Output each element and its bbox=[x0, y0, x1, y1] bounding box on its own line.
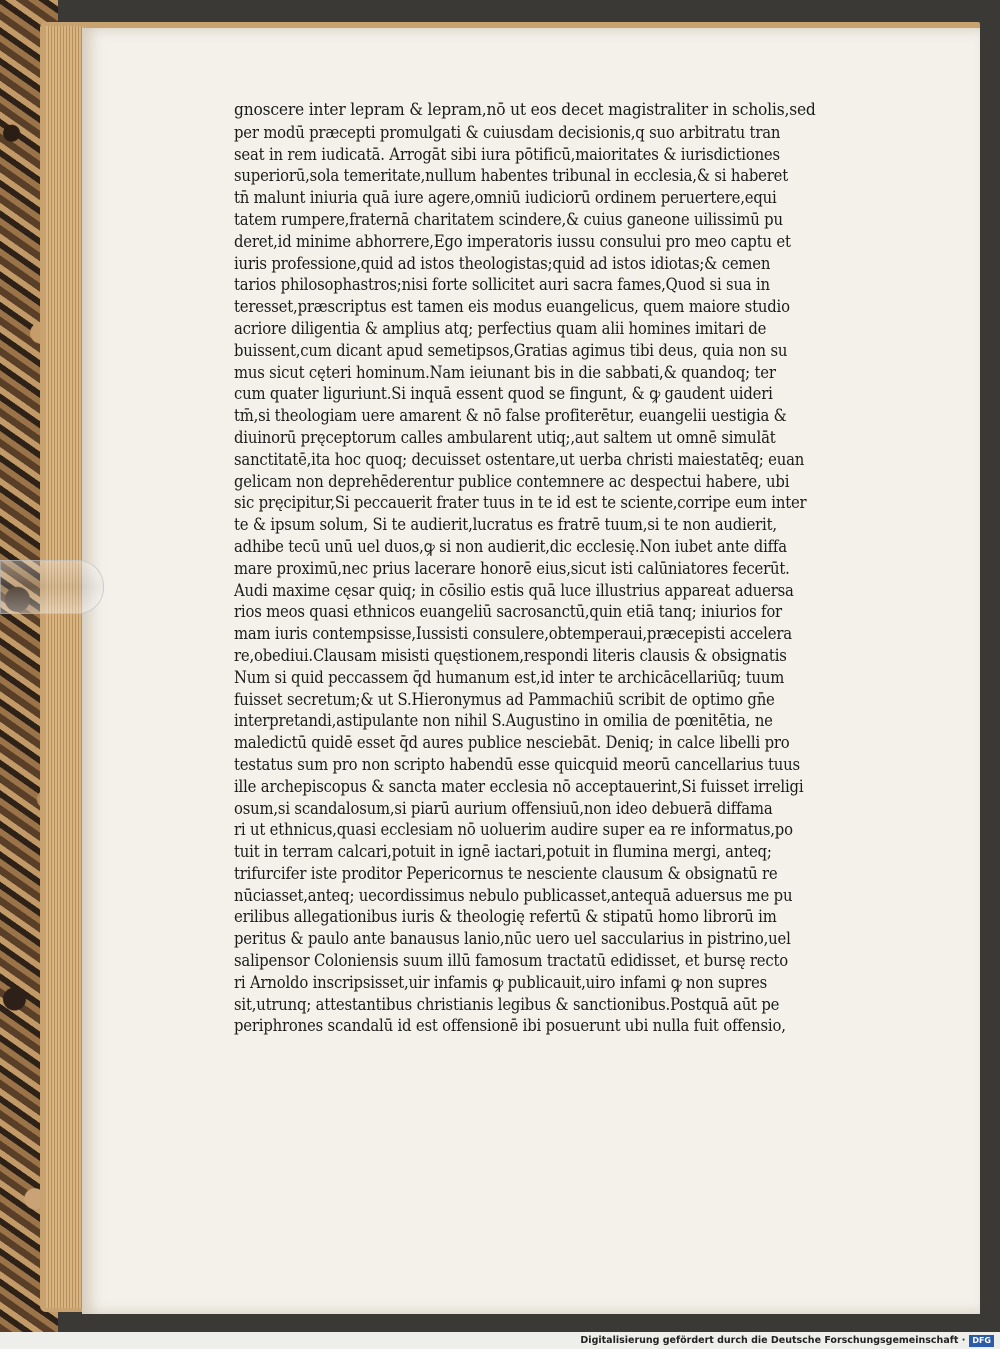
dfg-logo: DFG bbox=[969, 1335, 994, 1347]
text-line: tuit in terram calcari,potuit in ignē iactari,potuit in flumina mergi, anteq; bbox=[234, 842, 772, 862]
text-line: nūciasset,anteq; uecordissimus nebulo publicasset,antequā aduersus me pu bbox=[234, 885, 793, 905]
text-line: ri ut ethnicus,quasi ecclesiam nō uoluerim audire super ea re informatus,po bbox=[234, 820, 793, 840]
glass-weight bbox=[0, 560, 104, 614]
text-line: teresset,præscriptus est tamen eis modus euangelicus, quem maiore studio bbox=[234, 297, 790, 317]
text-line: diuinorū pręceptorum calles ambularent utiq;,aut saltem ut omnē simulāt bbox=[234, 427, 776, 447]
footer-bar bbox=[0, 1332, 1000, 1349]
text-line: mus sicut cęteri hominum.Nam ieiunant bis in die sabbati,& quandoq; ter bbox=[234, 362, 776, 382]
text-line: mare proximū,nec prius lacerare honorē eius,sicut isti calūniatores fecerūt. bbox=[234, 558, 790, 578]
text-line: tm̄,si theologiam uere amarent & nō false profiterētur, euangelii uestigia & bbox=[234, 406, 787, 426]
text-line: tarios philosophastros;nisi forte sollicitet auri sacra fames,Quod si sua in bbox=[234, 275, 770, 295]
text-line: per modū præcepti promulgati & cuiusdam decisionis,q suo arbitratu tran bbox=[234, 122, 781, 142]
text-line: sic pręcipitur,Si peccauerit frater tuus in te id est te sciente,corripe eum inter bbox=[234, 493, 807, 513]
text-line: interpretandi,astipulante non nihil S.Augustino in omilia de pœnitētia, ne bbox=[234, 711, 773, 731]
text-line: deret,id minime abhorrere,Ego imperatoris iussu consului pro meo captu et bbox=[234, 231, 791, 251]
text-line: acriore diligentia & amplius atq; perfectius quam alii homines imitari de bbox=[234, 318, 767, 338]
text-line: Audi maxime cęsar quiq; in cōsilio estis quā luce illustrius appareat aduersa bbox=[234, 580, 794, 600]
text-line: tatem rumpere,fraternā charitatem scindere,& cuius ganeone uilissimū pu bbox=[234, 209, 783, 229]
text-line: adhibe tecū unū uel duos,ꝙ si non audierit,dic ecclesię.Non iubet ante diffa bbox=[234, 536, 787, 556]
text-line: gnoscere inter lepram & lepram,nō ut eos decet magistraliter in scholis,sed bbox=[234, 100, 816, 120]
text-line: trifurcifer iste proditor Pepericornus te nesciente clausum & obsignatū re bbox=[234, 863, 778, 883]
text-line: iuris professione,quid ad istos theologistas;quid ad istos idiotas;& cemen bbox=[234, 253, 771, 273]
text-line: maledictū quidē esset q̄d aures publice nesciebāt. Deniq; in calce libelli pro bbox=[234, 733, 790, 753]
text-line: seat in rem iudicatā. Arrogāt sibi iura pōtificū,maioritates & iurisdictiones bbox=[234, 144, 780, 164]
text-line: Num si quid peccassem q̄d humanum est,id inter te archicācellariūq; tuum bbox=[234, 667, 785, 687]
text-line: erilibus allegationibus iuris & theologię refertū & stipatū homo librorū im bbox=[234, 907, 777, 927]
text-line: sit,utrunq; attestantibus christianis legibus & sanctionibus.Postquā aūt pe bbox=[234, 994, 780, 1014]
text-line: cum quater liguriunt.Si inquā essent quod se fingunt, & ꝙ gaudent uideri bbox=[234, 384, 773, 404]
text-line: peritus & paulo ante banausus lanio,nūc uero uel saccularius in pistrino,uel bbox=[234, 929, 791, 949]
text-line: osum,si scandalosum,si piarū aurium offensiuū,non ideo debuerā diffama bbox=[234, 798, 773, 818]
text-line: re,obediui.Clausam misisti quęstionem,respondi literis clausis & obsignatis bbox=[234, 645, 787, 665]
text-line: ille archepiscopus & sancta mater ecclesia nō acceptauerint,Si fuisset irreligi bbox=[234, 776, 804, 796]
text-line: tn̄ malunt iniuria quā iure agere,omniū iudiciorū ordinem peruertere,equi bbox=[234, 188, 777, 208]
page-text bbox=[234, 100, 834, 1037]
book-page bbox=[82, 28, 980, 1314]
page-edges bbox=[46, 26, 86, 1308]
text-line: buissent,cum dicant apud semetipsos,Gratias agimus tibi deus, quia non su bbox=[234, 340, 788, 360]
text-line: ri Arnoldo inscripsisset,uir infamis ꝙ publicauit,uiro infami ꝙ non supres bbox=[234, 972, 768, 992]
text-line: sanctitatē,ita hoc quoq; decuisset ostentare,ut uerba christi maiestatēq; euan bbox=[234, 449, 805, 469]
text-line: fuisset secretum;& ut S.Hieronymus ad Pammachiū scribit de optimo gn̄e bbox=[234, 689, 775, 709]
text-line: rios meos quasi ethnicos euangeliū sacrosanctū,quin etiā tanq; iniurios for bbox=[234, 602, 782, 622]
text-line: periphrones scandalū id est offensionē ibi posuerunt ubi nulla fuit offensio, bbox=[234, 1016, 786, 1036]
text-line: gelicam non deprehēderentur publice contemnere ac despectui habere, ubi bbox=[234, 471, 790, 491]
text-line: mam iuris contempsisse,Iussisti consulere,obtemperaui,præcepisti accelera bbox=[234, 624, 792, 644]
text-line: testatus sum pro non scripto habendū esse quicquid meorū cancellarius tuus bbox=[234, 754, 800, 774]
text-line: te & ipsum solum, Si te audierit,lucratus es fratrē tuum,si te non audierit, bbox=[234, 515, 777, 535]
funding-credit: Digitalisierung gefördert durch die Deutsche Forschungsgemeinschaft · bbox=[580, 1335, 966, 1346]
text-line: salipensor Coloniensis suum illū famosum tractatū edidisset, et bursę recto bbox=[234, 951, 789, 971]
text-line: superiorū,sola temeritate,nullum habentes tribunal in ecclesia,& si haberet bbox=[234, 166, 789, 186]
